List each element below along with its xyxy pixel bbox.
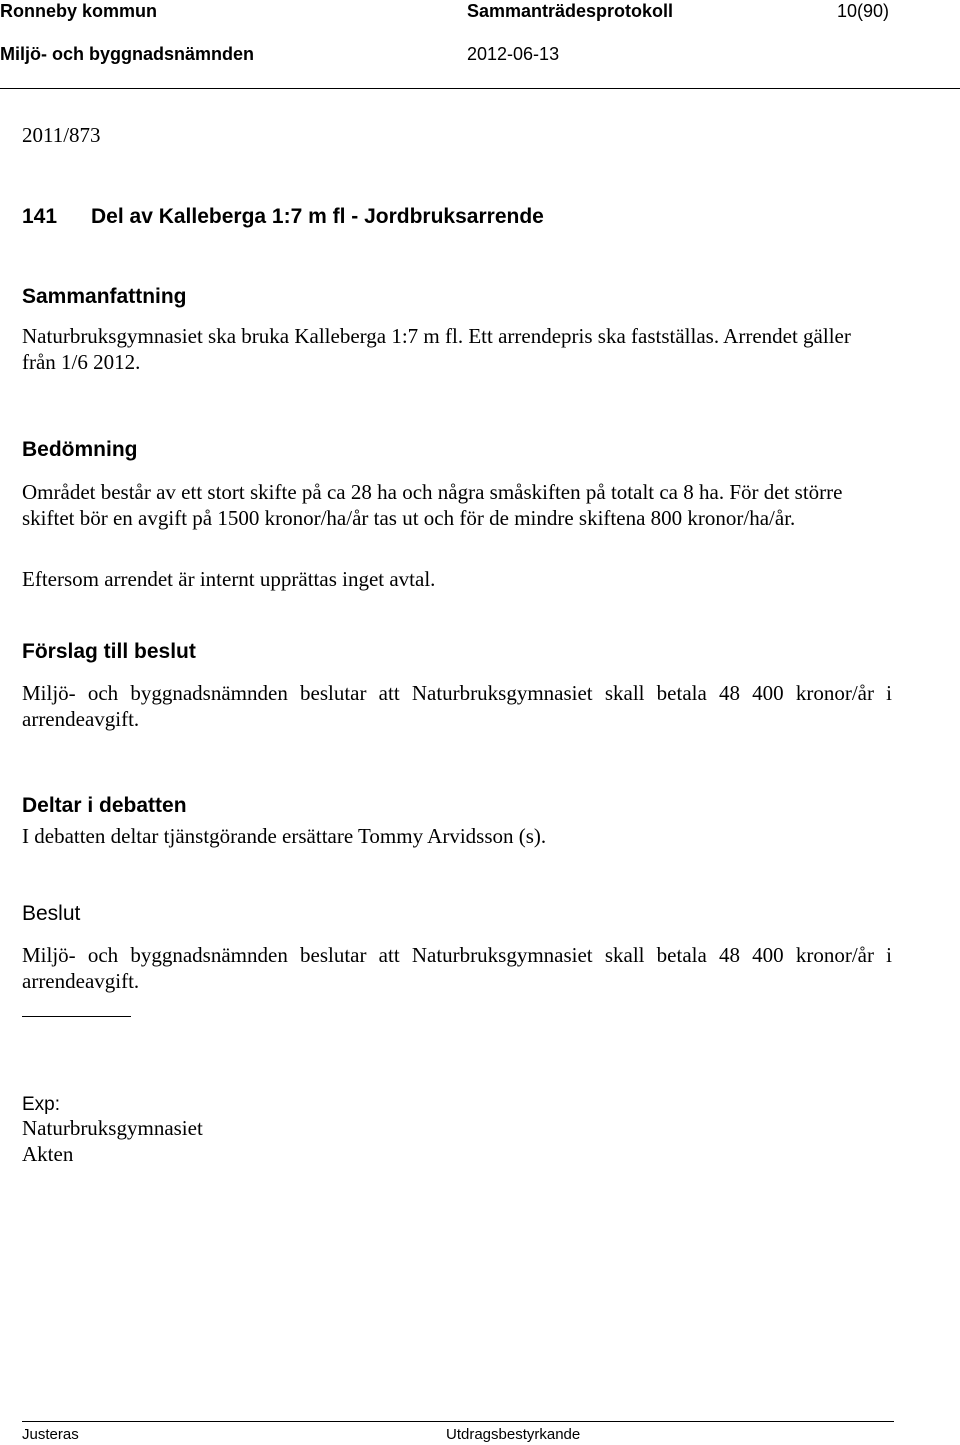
decision-text: Miljö- och byggnadsnämnden beslutar att Naturbruksgymnasiet skall betala 48 400 kronor/år i arrendeavgift. (22, 943, 892, 993)
exp-label: Exp: (22, 1094, 61, 1115)
item-number: 141 (22, 205, 58, 228)
debate-heading: Deltar i debatten (22, 794, 187, 817)
proposal-text: Miljö- och byggnadsnämnden beslutar att Naturbruksgymnasiet skall betala 48 400 kronor/år i arrendeavgift. (22, 681, 892, 731)
item-title: Del av Kalleberga 1:7 m fl - Jordbruksarrende (91, 205, 544, 228)
assessment-text: Området består av ett stort skifte på ca 28 ha och några småskiften på totalt ca 8 ha. För det större skiftet bör en avgift på 1500 kronor/ha/år tas ut och för de mindre skiftena 800 kronor/ha/år. (22, 480, 843, 530)
proposal-heading: Förslag till beslut (22, 640, 196, 663)
page-number: 10(90) (837, 1, 890, 21)
footer-utdragsbestyrkande: Utdragsbestyrkande (446, 1426, 581, 1443)
footer-divider (22, 1421, 894, 1422)
meeting-date: 2012-06-13 (467, 44, 560, 64)
document-type: Sammanträdesprotokoll (467, 1, 674, 21)
summary-text: Naturbruksgymnasiet ska bruka Kalleberga 1:7 m fl. Ett arrendepris ska fastställas. Arrendet gäller från 1/6 2012. (22, 324, 851, 374)
municipality-name: Ronneby kommun (0, 1, 158, 21)
summary-heading: Sammanfattning (22, 285, 187, 308)
case-number: 2011/873 (22, 123, 101, 147)
footer-justeras: Justeras (22, 1426, 79, 1443)
exp-recipient: Akten (22, 1142, 74, 1166)
header-divider (0, 88, 960, 89)
board-name: Miljö- och byggnadsnämnden (0, 44, 255, 64)
decision-end-rule (22, 1016, 131, 1017)
exp-recipient: Naturbruksgymnasiet (22, 1116, 203, 1140)
assessment-heading: Bedömning (22, 438, 138, 461)
assessment-note: Eftersom arrendet är internt upprättas inget avtal. (22, 567, 436, 591)
decision-heading: Beslut (22, 902, 81, 925)
debate-text: I debatten deltar tjänstgörande ersättare Tommy Arvidsson (s). (22, 824, 547, 848)
